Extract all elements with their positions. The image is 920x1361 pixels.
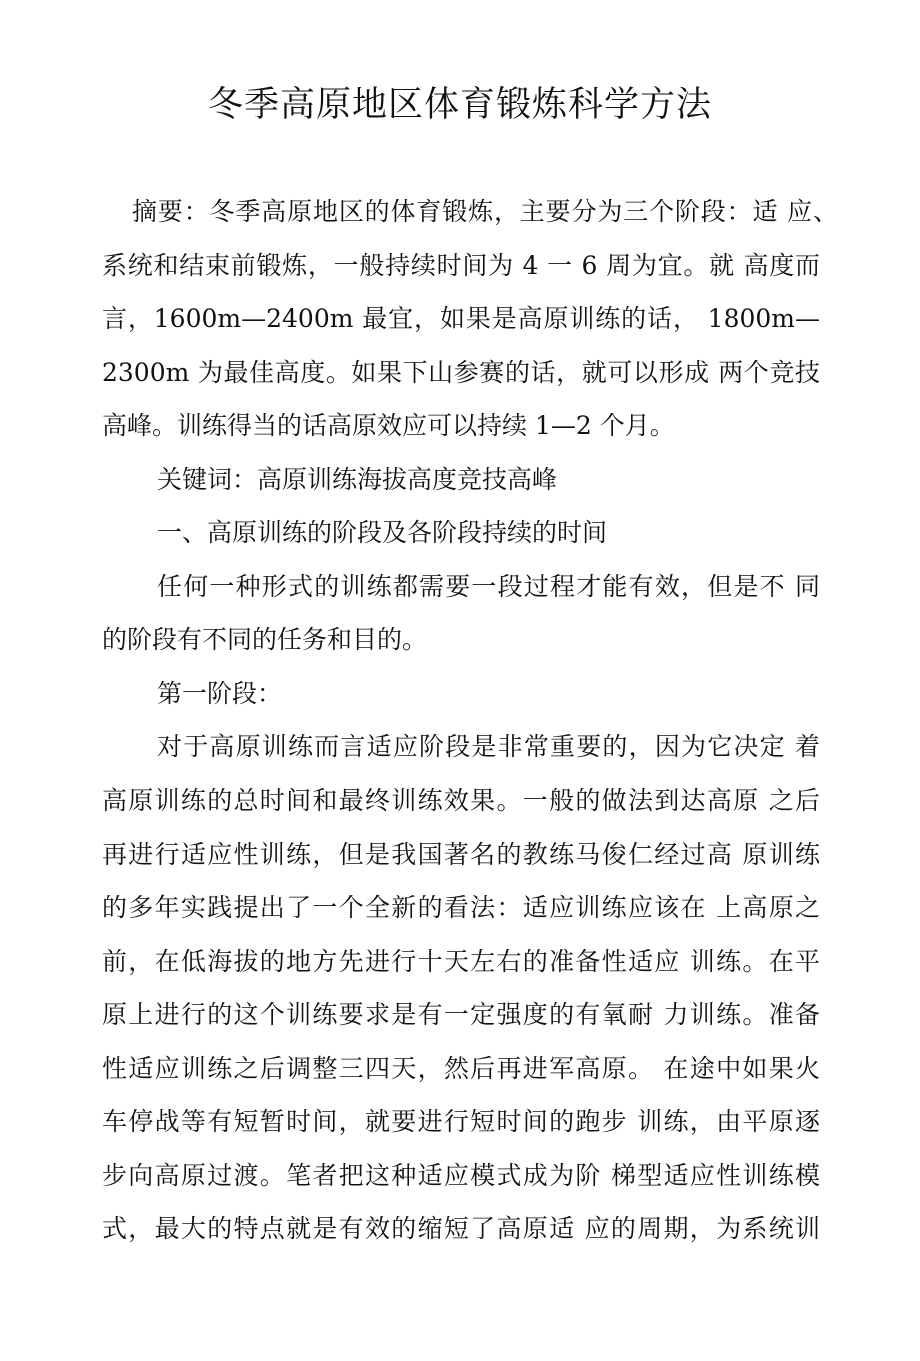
abstract-line-1: 摘要：冬季高原地区的体育锻炼，主要分为三个阶段：适 应、	[132, 197, 838, 226]
paragraph-line: 式，最大的特点就是有效的缩短了高原适 应的周期，为系统训	[102, 1214, 820, 1243]
paragraph-line: 的多年实践提出了一个全新的看法：适应训练应该在 上高原之	[102, 893, 820, 922]
keywords-line: 关键词：高原训练海拔高度竞技高峰	[157, 465, 558, 494]
section-heading: 一、高原训练的阶段及各阶段持续的时间	[157, 518, 608, 547]
paragraph-line: 高原训练的总时间和最终训练效果。一般的做法到达高原 之后	[102, 786, 820, 815]
abstract-line-3: 言，1600m—2400m 最宜，如果是高原训练的话， 1800m—	[102, 304, 820, 333]
paragraph-line: 的阶段有不同的任务和目的。	[102, 625, 428, 654]
paragraph-line: 性适应训练之后调整三四天，然后再进军高原。 在途中如果火	[102, 1054, 820, 1083]
paragraph-line: 再进行适应性训练，但是我国著名的教练马俊仁经过高 原训练	[102, 840, 820, 869]
abstract-line-4: 2300m 为最佳高度。如果下山参赛的话，就可以形成 两个竞技	[102, 358, 820, 387]
paragraph-line: 车停战等有短暂时间，就要进行短时间的跑步 训练，由平原逐	[102, 1107, 820, 1136]
document-title: 冬季高原地区体育锻炼科学方法	[207, 85, 712, 125]
paragraph-line: 任何一种形式的训练都需要一段过程才能有效，但是不 同	[157, 572, 820, 601]
abstract-line-2: 系统和结束前锻炼，一般持续时间为 4 一 6 周为宜。就 高度而	[102, 251, 820, 280]
paragraph-line: 对于高原训练而言适应阶段是非常重要的，因为它决定 着	[157, 732, 820, 761]
paragraph-line: 步向高原过渡。笔者把这种适应模式成为阶 梯型适应性训练模	[102, 1161, 820, 1190]
paragraph-line: 前，在低海拔的地方先进行十天左右的准备性适应 训练。在平	[102, 947, 820, 976]
abstract-line-5: 高峰。训练得当的话高原效应可以持续 1—2 个月。	[102, 411, 675, 440]
stage-heading: 第一阶段：	[157, 679, 283, 708]
paragraph-line: 原上进行的这个训练要求是有一定强度的有氧耐 力训练。准备	[102, 1000, 820, 1029]
